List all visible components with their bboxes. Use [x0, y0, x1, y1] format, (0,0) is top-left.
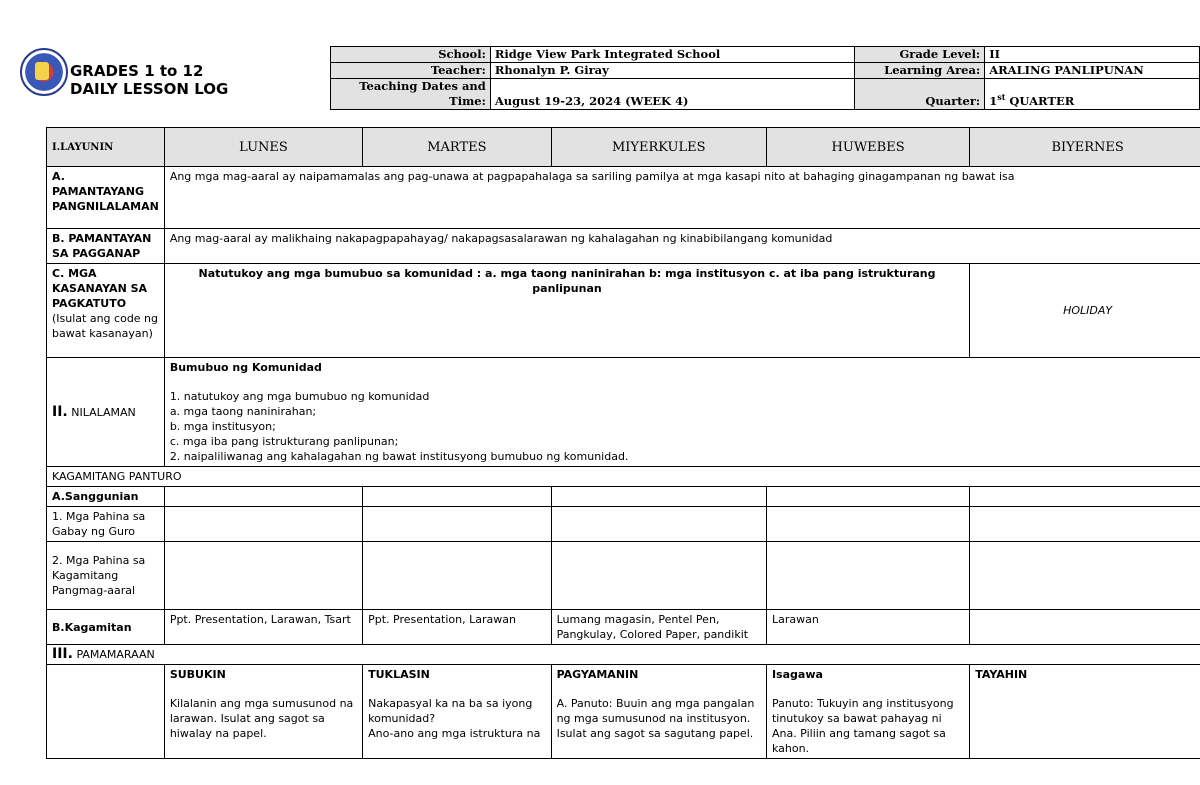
- guro-cell: [970, 507, 1200, 542]
- kasanayan-label-cell: [47, 264, 165, 358]
- form-title-line1: GRADES 1 to 12: [70, 62, 204, 80]
- form-title-line2: DAILY LESSON LOG: [70, 80, 229, 98]
- sanggunian-cell: [551, 487, 766, 507]
- nilalaman-line: a. mga taong naninirahan;: [169, 405, 317, 418]
- kasanayan-label: C. MGA KASANAYAN SA PAGKATUTO: [52, 267, 148, 310]
- sanggunian-cell: [363, 487, 551, 507]
- sanggunian-cell: [164, 487, 362, 507]
- pamantayang-label: A. PAMANTAYANG PANGNILALAMAN: [47, 167, 165, 229]
- pamamaraan-empty-cell: [47, 665, 165, 759]
- pamamaraan-num: III.: [52, 646, 73, 662]
- sanggunian-cell: [766, 487, 969, 507]
- quarter-label: Quarter:: [855, 79, 985, 110]
- nilalaman-line: 2. naipaliliwanag ang kahalagahan ng bawat institusyong bumubuo ng komunidad.: [169, 450, 629, 463]
- day-header-lunes: LUNES: [164, 128, 362, 167]
- quarter-value: [985, 79, 1200, 110]
- school-value: Ridge View Park Integrated School: [490, 47, 854, 63]
- area-label: Learning Area:: [855, 63, 985, 79]
- nilalaman-label: [47, 358, 165, 467]
- pagganap-content: Ang mag-aaral ay malikhaing nakapagpapahayag/ nakapagsasalarawan ng kahalagahan ng kinabibilangang komunidad: [164, 229, 1200, 264]
- kagamitan-label: KAGAMITANG PANTURO: [47, 467, 1200, 487]
- deped-seal-logo: [20, 48, 68, 96]
- activity-cell: [164, 665, 362, 759]
- nilalaman-line: c. mga iba pang istrukturang panlipunan;: [169, 435, 399, 448]
- dates-label: [331, 79, 491, 110]
- guro-cell: [551, 507, 766, 542]
- guro-cell: [164, 507, 362, 542]
- kasanayan-content: Natutukoy ang mga bumubuo sa komunidad : a. mga taong naninirahan b: mga institusyon c. at iba pang istrukturang panlipunan: [164, 264, 969, 358]
- activity-cell: [363, 665, 551, 759]
- dates-value: August 19-23, 2024 (WEEK 4): [490, 79, 854, 110]
- day-header-martes: MARTES: [363, 128, 551, 167]
- magaaral-cell: [164, 542, 362, 610]
- pamantayang-content: Ang mga mag-aaral ay naipamamalas ang pag-unawa at pagpapahalaga sa sariling pamilya at mga kasapi nito at bahaging ginagampanan ng bawat isa: [164, 167, 1200, 229]
- kasanayan-note: (Isulat ang code ng bawat kasanayan): [52, 312, 159, 340]
- quarter-num: 1: [989, 94, 998, 108]
- day-header-miyerkules: MIYERKULES: [551, 128, 766, 167]
- bkagamitan-label: B.Kagamitan: [47, 610, 165, 645]
- guro-label: 1. Mga Pahina sa Gabay ng Guro: [47, 507, 165, 542]
- quarter-sup: st: [997, 92, 1006, 103]
- stage-title: SUBUKIN: [169, 668, 226, 681]
- pamamaraan-text: PAMAMARAAN: [72, 648, 155, 661]
- bkagamitan-cell: [970, 610, 1200, 645]
- layunin-header: I.LAYUNIN: [47, 128, 165, 167]
- stage-title: TAYAHIN: [975, 668, 1028, 681]
- activity-text: A. Panuto: Buuin ang mga pangalan ng mga sumusunod na institusyon. Isulat ang sagot sa sagutang papel.: [556, 697, 755, 740]
- stage-title: PAGYAMANIN: [556, 668, 639, 681]
- header-info-table: [330, 46, 1200, 110]
- bkagamitan-cell: Larawan: [766, 610, 969, 645]
- magaaral-cell: [970, 542, 1200, 610]
- nilalaman-line: 1. natutukoy ang mga bumubuo ng komunidad: [169, 390, 430, 403]
- magaaral-cell: [363, 542, 551, 610]
- dates-label-line2: Time:: [449, 94, 486, 108]
- sanggunian-label: A.Sanggunian: [47, 487, 165, 507]
- guro-cell: [363, 507, 551, 542]
- stage-title: TUKLASIN: [368, 668, 430, 681]
- activity-text: Kilalanin ang mga sumusunod na larawan. Isulat ang sagot sa hiwalay na papel.: [169, 697, 354, 740]
- magaaral-label: 2. Mga Pahina sa Kagamitang Pangmag-aaral: [47, 542, 165, 610]
- activity-cell: [766, 665, 969, 759]
- day-header-biyernes: BIYERNES: [970, 128, 1200, 167]
- pagganap-label: B. PAMANTAYAN SA PAGGANAP: [47, 229, 165, 264]
- quarter-rest: QUARTER: [1005, 94, 1075, 108]
- nilalaman-content: [164, 358, 1200, 467]
- pamamaraan-label: [47, 645, 1200, 665]
- nilalaman-title: Bumubuo ng Komunidad: [169, 361, 322, 374]
- guro-cell: [766, 507, 969, 542]
- bkagamitan-cell: Ppt. Presentation, Larawan: [363, 610, 551, 645]
- stage-title: Isagawa: [771, 668, 823, 681]
- sanggunian-cell: [970, 487, 1200, 507]
- area-value: ARALING PANLIPUNAN: [985, 63, 1200, 79]
- bkagamitan-cell: Lumang magasin, Pentel Pen, Pangkulay, Colored Paper, pandikit: [551, 610, 766, 645]
- activity-cell: [970, 665, 1200, 759]
- school-label: School:: [331, 47, 491, 63]
- dates-label-line1: Teaching Dates and: [359, 79, 486, 93]
- grade-label: Grade Level:: [855, 47, 985, 63]
- activity-cell: [551, 665, 766, 759]
- nilalaman-line: b. mga institusyon;: [169, 420, 276, 433]
- nilalaman-num: II.: [52, 403, 68, 420]
- holiday-cell: HOLIDAY: [970, 264, 1200, 358]
- lesson-log-table: [46, 127, 1200, 759]
- activity-text: Nakapasyal ka na ba sa iyong komunidad? Ano-ano ang mga istruktura na: [368, 697, 541, 740]
- teacher-label: Teacher:: [331, 63, 491, 79]
- grade-value: II: [985, 47, 1200, 63]
- nilalaman-text: NILALAMAN: [67, 405, 136, 419]
- bkagamitan-cell: Ppt. Presentation, Larawan, Tsart: [164, 610, 362, 645]
- activity-text: Panuto: Tukuyin ang institusyong tinutukoy sa bawat pahayag ni Ana. Piliin ang tamang sagot sa kahon.: [771, 697, 954, 755]
- magaaral-cell: [551, 542, 766, 610]
- day-header-huwebes: HUWEBES: [766, 128, 969, 167]
- teacher-value: Rhonalyn P. Giray: [490, 63, 854, 79]
- magaaral-cell: [766, 542, 969, 610]
